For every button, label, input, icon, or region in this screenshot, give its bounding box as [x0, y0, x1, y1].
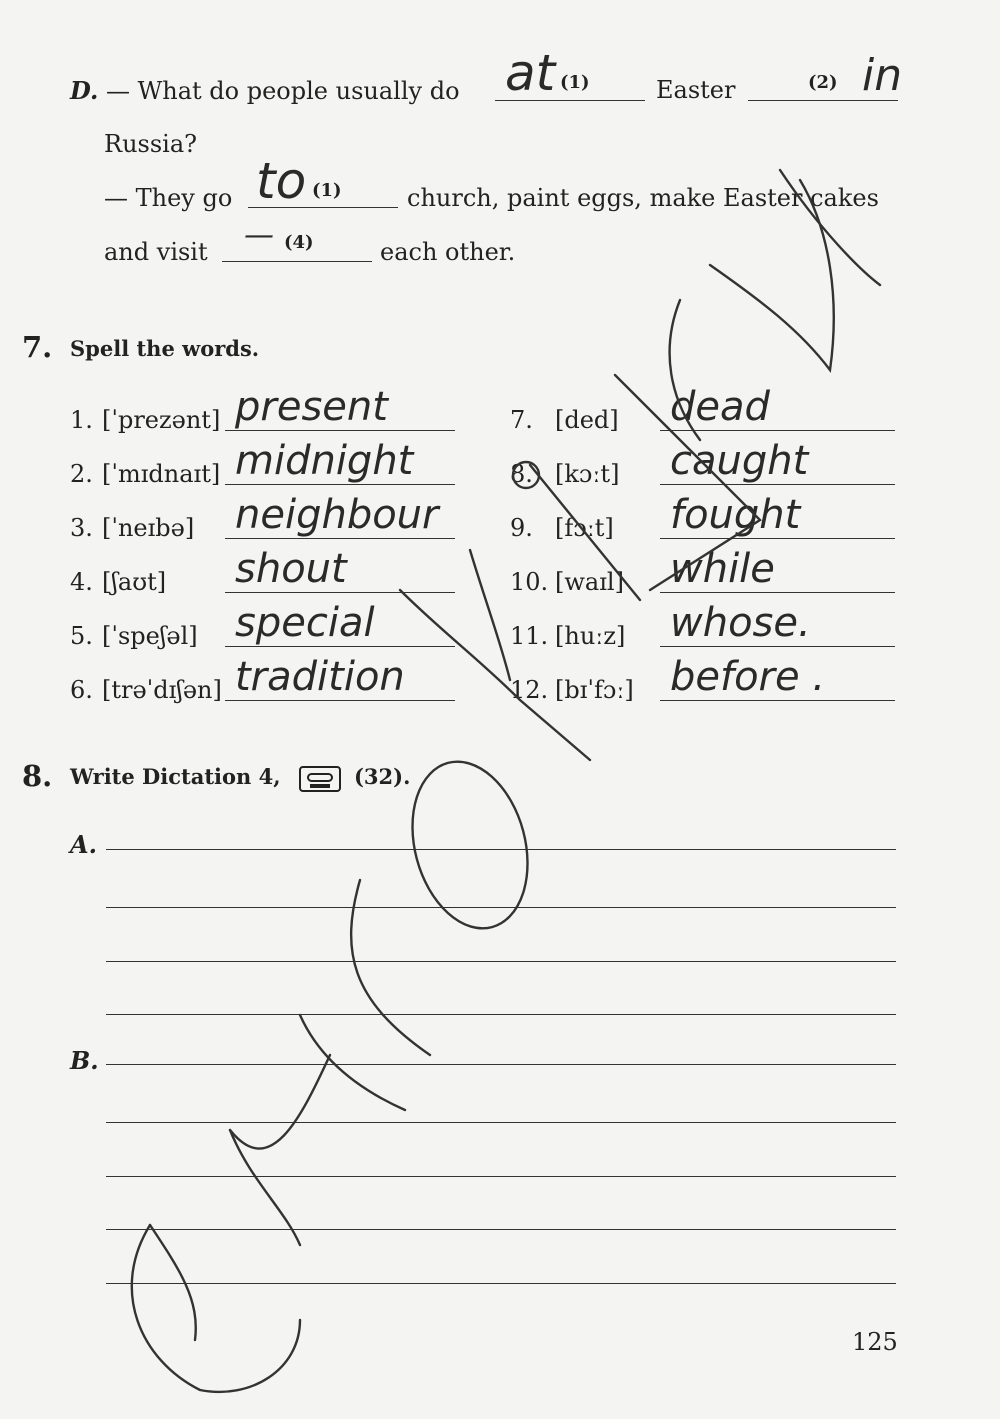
right-num-5: 11. [510, 622, 549, 650]
right-handwritten-answer-4: while [670, 546, 775, 592]
dash: — [105, 77, 130, 105]
right-transcription-3: [fɔːt] [555, 514, 614, 542]
left-handwritten-answer-1: present [235, 384, 388, 430]
right-transcription-5: [huːz] [555, 622, 626, 650]
right-handwritten-answer-5: whose. [670, 600, 811, 646]
exercise-8-number: 8. [22, 759, 53, 793]
right-transcription-2: [kɔːt] [555, 460, 620, 488]
part-a-label: A. [70, 830, 97, 859]
they-go-text: — They go [104, 184, 233, 212]
easter-text: Easter [656, 76, 736, 104]
right-num-4: 10. [510, 568, 549, 596]
left-transcription-2: [ˈmɪdnaɪt] [102, 460, 221, 488]
blank-4-num: (4) [284, 232, 314, 253]
left-handwritten-answer-2: midnight [235, 438, 414, 484]
blank-2-num: (2) [808, 72, 838, 93]
right-transcription-6: [bɪˈfɔː] [555, 676, 634, 704]
right-num-3: 9. [510, 514, 533, 542]
right-handwritten-answer-3: fought [670, 492, 801, 538]
left-transcription-5: [ˈspeʃəl] [102, 622, 198, 650]
blank-3-answer: to [256, 152, 307, 210]
line1-text: What do people usually do [137, 77, 460, 105]
blank-3-num: (1) [312, 180, 342, 201]
right-transcription-4: [waɪl] [555, 568, 624, 596]
each-other-text: each other. [380, 238, 516, 266]
right-num-6: 12. [510, 676, 549, 704]
page-number: 125 [852, 1328, 898, 1356]
left-transcription-6: [trəˈdɪʃən] [102, 676, 222, 704]
left-num-4: 4. [70, 568, 93, 596]
left-num-1: 1. [70, 406, 93, 434]
blank-4-answer: — [244, 218, 274, 253]
left-num-2: 2. [70, 460, 93, 488]
church-text: church, paint eggs, make Easter cakes [407, 184, 879, 212]
blank-2-answer: in [862, 50, 903, 101]
left-transcription-4: [ʃaʊt] [102, 568, 167, 596]
blank-1-num: (1) [560, 72, 590, 93]
left-num-6: 6. [70, 676, 93, 704]
right-transcription-1: [ded] [555, 406, 619, 434]
right-handwritten-answer-6: before . [670, 654, 826, 700]
left-transcription-3: [ˈneɪbə] [102, 514, 195, 542]
left-handwritten-answer-5: special [235, 600, 375, 646]
visit-text: and visit [104, 238, 208, 266]
exercise-7-number: 7. [22, 330, 53, 364]
left-transcription-1: [ˈprezənt] [102, 406, 221, 434]
exercise-7-title: Spell the words. [70, 336, 260, 361]
right-handwritten-answer-2: caught [670, 438, 809, 484]
russia-text: Russia? [104, 130, 198, 158]
right-handwritten-answer-1: dead [670, 384, 770, 430]
left-handwritten-answer-4: shout [235, 546, 347, 592]
left-handwritten-answer-6: tradition [235, 654, 405, 700]
blank-1-answer: at [505, 44, 556, 102]
left-handwritten-answer-3: neighbour [235, 492, 439, 538]
left-num-5: 5. [70, 622, 93, 650]
right-num-1: 7. [510, 406, 533, 434]
part-b-label: B. [70, 1046, 99, 1075]
exercise-8-title-end: (32). [354, 764, 411, 789]
exercise-8-title: Write Dictation 4, [70, 764, 281, 789]
left-num-3: 3. [70, 514, 93, 542]
section-d-label: D. [70, 76, 99, 105]
right-num-2: 8. [510, 460, 533, 488]
